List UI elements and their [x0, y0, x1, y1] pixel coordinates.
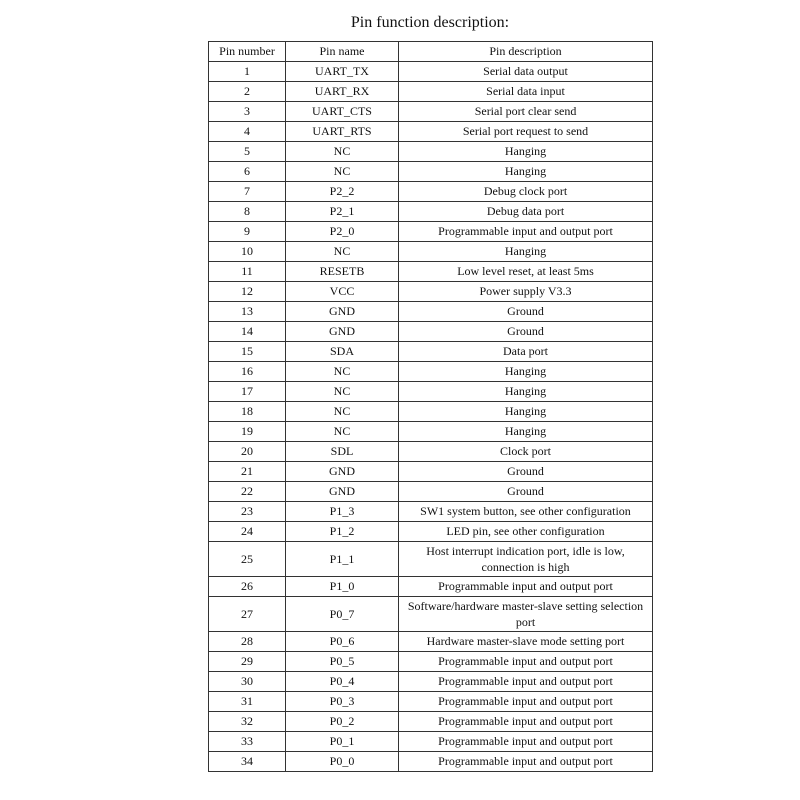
table-row [209, 62, 653, 82]
table-row [209, 652, 653, 672]
pin-number-cell: 16 [209, 362, 286, 382]
table-row [209, 382, 653, 402]
pin-description-cell: Programmable input and output port [399, 752, 653, 772]
pin-description-cell: Programmable input and output port [399, 222, 653, 242]
pin-description-cell: SW1 system button, see other configuration [399, 502, 653, 522]
pin-name-cell: NC [286, 242, 399, 262]
table-row [209, 597, 653, 632]
pin-description-cell: Software/hardware master-slave setting selection port [399, 597, 653, 632]
pin-name-cell: UART_TX [286, 62, 399, 82]
table-row [209, 162, 653, 182]
pin-name-cell: NC [286, 142, 399, 162]
pin-name-cell: P0_5 [286, 652, 399, 672]
table-row [209, 322, 653, 342]
pin-number-cell: 25 [209, 542, 286, 577]
pin-table-body [209, 62, 653, 772]
header-pin-description: Pin description [399, 42, 653, 62]
pin-number-cell: 28 [209, 632, 286, 652]
pin-number-cell: 2 [209, 82, 286, 102]
table-row [209, 522, 653, 542]
pin-name-cell: P1_2 [286, 522, 399, 542]
pin-description-cell: Low level reset, at least 5ms [399, 262, 653, 282]
table-row [209, 102, 653, 122]
pin-description-cell: Hanging [399, 362, 653, 382]
page-title: Pin function description: [350, 14, 510, 31]
pin-description-cell: Hanging [399, 142, 653, 162]
pin-name-cell: UART_RTS [286, 122, 399, 142]
pin-description-cell: Power supply V3.3 [399, 282, 653, 302]
pin-description-cell: Hanging [399, 402, 653, 422]
table-row [209, 242, 653, 262]
pin-description-cell: LED pin, see other configuration [399, 522, 653, 542]
pin-description-cell: Programmable input and output port [399, 652, 653, 672]
pin-description-cell: Ground [399, 322, 653, 342]
pin-number-cell: 31 [209, 692, 286, 712]
table-row [209, 692, 653, 712]
pin-description-cell: Debug clock port [399, 182, 653, 202]
table-row [209, 122, 653, 142]
pin-number-cell: 20 [209, 442, 286, 462]
table-row [209, 577, 653, 597]
pin-table [208, 41, 653, 772]
pin-name-cell: P2_1 [286, 202, 399, 222]
pin-name-cell: UART_RX [286, 82, 399, 102]
pin-description-cell: Programmable input and output port [399, 577, 653, 597]
table-row [209, 442, 653, 462]
pin-name-cell: P0_1 [286, 732, 399, 752]
pin-description-cell: Hanging [399, 422, 653, 442]
pin-description-cell: Programmable input and output port [399, 732, 653, 752]
pin-number-cell: 12 [209, 282, 286, 302]
pin-name-cell: P0_3 [286, 692, 399, 712]
pin-number-cell: 23 [209, 502, 286, 522]
table-row [209, 342, 653, 362]
pin-number-cell: 5 [209, 142, 286, 162]
pin-name-cell: NC [286, 162, 399, 182]
pin-name-cell: SDA [286, 342, 399, 362]
pin-description-cell: Serial port clear send [399, 102, 653, 122]
table-row [209, 672, 653, 692]
table-row [209, 302, 653, 322]
pin-number-cell: 27 [209, 597, 286, 632]
pin-name-cell: RESETB [286, 262, 399, 282]
pin-name-cell: UART_CTS [286, 102, 399, 122]
pin-description-cell: Data port [399, 342, 653, 362]
pin-number-cell: 9 [209, 222, 286, 242]
table-row [209, 712, 653, 732]
pin-name-cell: P0_7 [286, 597, 399, 632]
table-row [209, 482, 653, 502]
pin-name-cell: GND [286, 322, 399, 342]
pin-number-cell: 21 [209, 462, 286, 482]
pin-name-cell: P2_0 [286, 222, 399, 242]
table-row [209, 222, 653, 242]
table-row [209, 462, 653, 482]
pin-number-cell: 6 [209, 162, 286, 182]
pin-number-cell: 26 [209, 577, 286, 597]
pin-name-cell: SDL [286, 442, 399, 462]
pin-description-cell: Ground [399, 302, 653, 322]
pin-number-cell: 17 [209, 382, 286, 402]
table-row [209, 142, 653, 162]
pin-description-cell: Hanging [399, 162, 653, 182]
table-header-row [209, 42, 653, 62]
table-row [209, 202, 653, 222]
pin-description-cell: Host interrupt indication port, idle is low, connection is high [399, 542, 653, 577]
pin-description-cell: Hanging [399, 242, 653, 262]
table-row [209, 542, 653, 577]
pin-name-cell: VCC [286, 282, 399, 302]
pin-number-cell: 19 [209, 422, 286, 442]
pin-number-cell: 22 [209, 482, 286, 502]
table-row [209, 752, 653, 772]
table-row [209, 732, 653, 752]
pin-description-cell: Programmable input and output port [399, 692, 653, 712]
table-row [209, 632, 653, 652]
table-row [209, 282, 653, 302]
pin-name-cell: NC [286, 422, 399, 442]
pin-number-cell: 3 [209, 102, 286, 122]
pin-description-cell: Ground [399, 462, 653, 482]
pin-name-cell: NC [286, 382, 399, 402]
table-row [209, 262, 653, 282]
table-row [209, 82, 653, 102]
table-row [209, 402, 653, 422]
pin-number-cell: 15 [209, 342, 286, 362]
pin-number-cell: 13 [209, 302, 286, 322]
pin-description-cell: Serial data input [399, 82, 653, 102]
pin-name-cell: P0_6 [286, 632, 399, 652]
pin-number-cell: 29 [209, 652, 286, 672]
pin-number-cell: 7 [209, 182, 286, 202]
header-pin-number: Pin number [209, 42, 286, 62]
table-row [209, 182, 653, 202]
pin-number-cell: 30 [209, 672, 286, 692]
pin-name-cell: GND [286, 462, 399, 482]
pin-description-cell: Clock port [399, 442, 653, 462]
pin-number-cell: 11 [209, 262, 286, 282]
pin-number-cell: 33 [209, 732, 286, 752]
pin-description-cell: Hanging [399, 382, 653, 402]
pin-name-cell: NC [286, 362, 399, 382]
pin-name-cell: GND [286, 302, 399, 322]
pin-name-cell: GND [286, 482, 399, 502]
pin-number-cell: 14 [209, 322, 286, 342]
pin-number-cell: 18 [209, 402, 286, 422]
pin-name-cell: NC [286, 402, 399, 422]
table-row [209, 362, 653, 382]
pin-number-cell: 8 [209, 202, 286, 222]
pin-number-cell: 24 [209, 522, 286, 542]
header-pin-name: Pin name [286, 42, 399, 62]
pin-description-cell: Ground [399, 482, 653, 502]
pin-number-cell: 32 [209, 712, 286, 732]
pin-name-cell: P2_2 [286, 182, 399, 202]
pin-name-cell: P0_0 [286, 752, 399, 772]
pin-description-cell: Serial port request to send [399, 122, 653, 142]
pin-name-cell: P1_1 [286, 542, 399, 577]
pin-name-cell: P1_3 [286, 502, 399, 522]
pin-number-cell: 34 [209, 752, 286, 772]
pin-number-cell: 1 [209, 62, 286, 82]
pin-name-cell: P0_4 [286, 672, 399, 692]
pin-description-cell: Programmable input and output port [399, 672, 653, 692]
table-row [209, 422, 653, 442]
pin-description-cell: Programmable input and output port [399, 712, 653, 732]
pin-description-cell: Serial data output [399, 62, 653, 82]
pin-name-cell: P1_0 [286, 577, 399, 597]
table-row [209, 502, 653, 522]
pin-number-cell: 10 [209, 242, 286, 262]
pin-name-cell: P0_2 [286, 712, 399, 732]
pin-number-cell: 4 [209, 122, 286, 142]
pin-description-cell: Hardware master-slave mode setting port [399, 632, 653, 652]
pin-description-cell: Debug data port [399, 202, 653, 222]
